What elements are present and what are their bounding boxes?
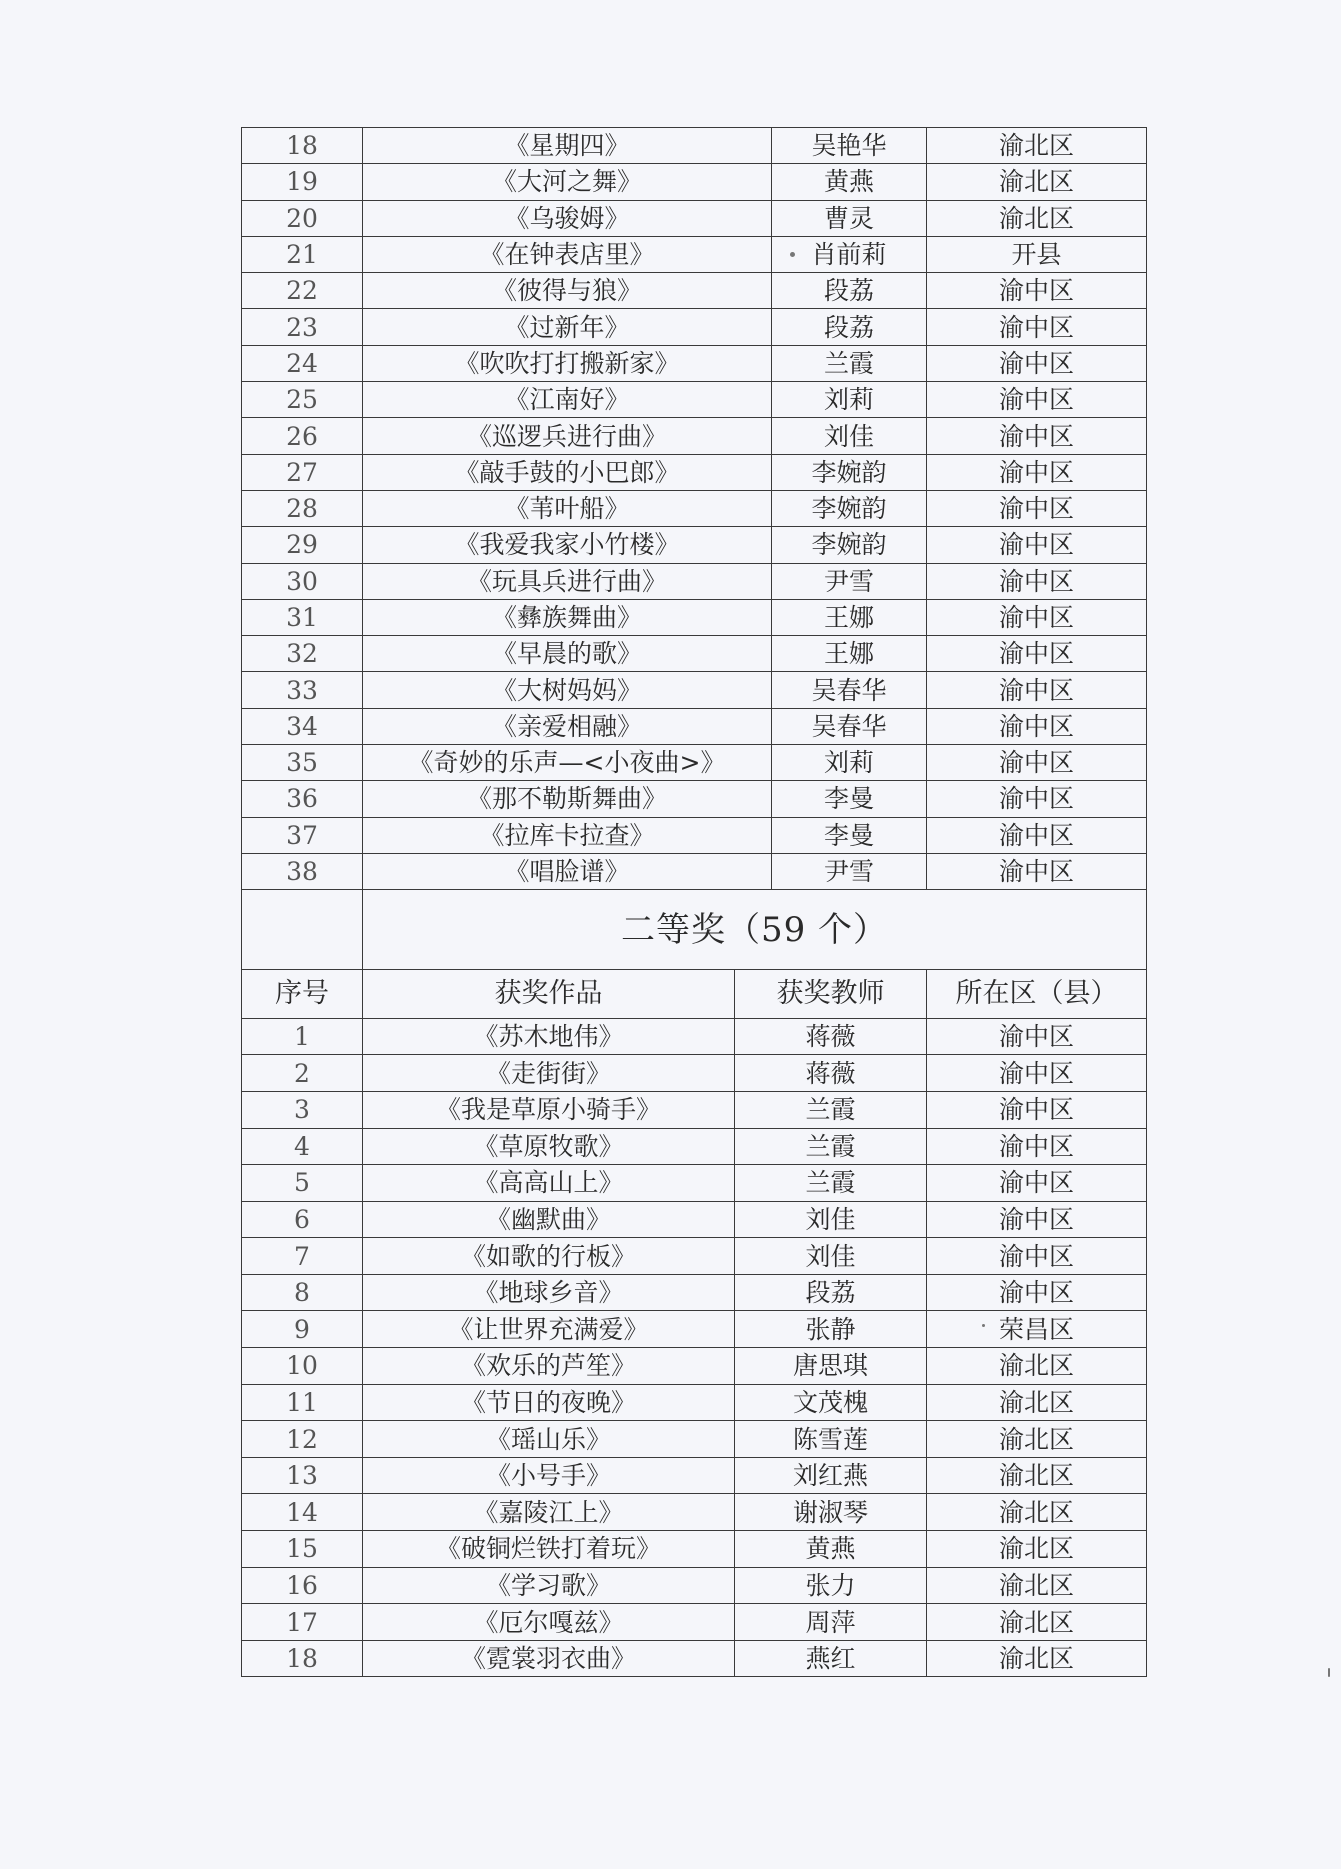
teacher-name: 刘莉 (772, 745, 927, 781)
row-number: 18 (242, 128, 363, 164)
table-row (242, 672, 1147, 708)
teacher-name: 段荔 (772, 273, 927, 309)
table-row (242, 1201, 1147, 1238)
row-number: 1 (242, 1018, 363, 1055)
work-title: 《如歌的行板》 (363, 1238, 735, 1275)
row-number: 13 (242, 1457, 363, 1494)
table-row (242, 708, 1147, 744)
teacher-name: 吴艳华 (772, 128, 927, 164)
table-row (242, 636, 1147, 672)
table-row (242, 1494, 1147, 1531)
work-title: 《吹吹打打搬新家》 (363, 345, 772, 381)
header-no: 序号 (242, 969, 363, 1018)
work-title: 《草原牧歌》 (363, 1128, 735, 1165)
second-prize-table (241, 969, 1147, 1678)
row-number: 8 (242, 1274, 363, 1311)
row-number: 7 (242, 1238, 363, 1275)
table-row (242, 164, 1147, 200)
table-row (242, 309, 1147, 345)
row-number: 20 (242, 200, 363, 236)
district-name: 渝北区 (927, 1604, 1147, 1641)
row-number: 38 (242, 853, 363, 889)
district-name: 荣昌区 (927, 1311, 1147, 1348)
table-row (242, 817, 1147, 853)
second-prize-table-body (242, 1018, 1147, 1677)
row-number: 27 (242, 454, 363, 490)
scan-speck (1328, 1668, 1330, 1677)
table-row (242, 1238, 1147, 1275)
work-title: 《节日的夜晚》 (363, 1384, 735, 1421)
teacher-name: 刘莉 (772, 382, 927, 418)
row-number: 3 (242, 1091, 363, 1128)
row-number: 26 (242, 418, 363, 454)
district-name: 渝中区 (927, 1055, 1147, 1092)
work-title: 《嘉陵江上》 (363, 1494, 735, 1531)
table-row (242, 1311, 1147, 1348)
first-prize-table (241, 127, 1147, 970)
district-name: 渝中区 (927, 1201, 1147, 1238)
district-name: 渝北区 (927, 1531, 1147, 1568)
work-title: 《彼得与狼》 (363, 273, 772, 309)
row-number: 23 (242, 309, 363, 345)
row-number: 5 (242, 1165, 363, 1202)
teacher-name: 黄燕 (772, 164, 927, 200)
table-row (242, 1384, 1147, 1421)
teacher-name: 蒋薇 (735, 1018, 927, 1055)
work-title: 《我是草原小骑手》 (363, 1091, 735, 1128)
table-row (242, 273, 1147, 309)
row-number: 11 (242, 1384, 363, 1421)
work-title: 《彝族舞曲》 (363, 599, 772, 635)
row-number: 32 (242, 636, 363, 672)
title-row-blank-cell (242, 890, 363, 970)
second-prize-title: 二等奖（59 个） (363, 890, 1147, 970)
district-name: 渝中区 (927, 672, 1147, 708)
work-title: 《乌骏姆》 (363, 200, 772, 236)
row-number: 9 (242, 1311, 363, 1348)
district-name: 渝中区 (927, 1274, 1147, 1311)
work-title: 《走街街》 (363, 1055, 735, 1092)
work-title: 《地球乡音》 (363, 1274, 735, 1311)
teacher-name: 李曼 (772, 817, 927, 853)
table-row (242, 527, 1147, 563)
teacher-name: 谢淑琴 (735, 1494, 927, 1531)
district-name: 渝北区 (927, 200, 1147, 236)
header-work: 获奖作品 (363, 969, 735, 1018)
district-name: 渝中区 (927, 1128, 1147, 1165)
table-row (242, 1128, 1147, 1165)
teacher-name: 文茂槐 (735, 1384, 927, 1421)
teacher-name: 王娜 (772, 636, 927, 672)
table-row (242, 1531, 1147, 1568)
row-number: 6 (242, 1201, 363, 1238)
teacher-name: 尹雪 (772, 853, 927, 889)
teacher-name: 吴春华 (772, 672, 927, 708)
row-number: 16 (242, 1567, 363, 1604)
row-number: 21 (242, 236, 363, 272)
work-title: 《奇妙的乐声—<小夜曲>》 (363, 745, 772, 781)
district-name: 渝中区 (927, 1091, 1147, 1128)
table-row (242, 236, 1147, 272)
work-title: 《高高山上》 (363, 1165, 735, 1202)
table-row (242, 1018, 1147, 1055)
row-number: 37 (242, 817, 363, 853)
row-number: 29 (242, 527, 363, 563)
row-number: 30 (242, 563, 363, 599)
table-row (242, 382, 1147, 418)
work-title: 《厄尔嘎兹》 (363, 1604, 735, 1641)
district-name: 渝中区 (927, 708, 1147, 744)
row-number: 12 (242, 1421, 363, 1458)
table-row (242, 781, 1147, 817)
table-row (242, 454, 1147, 490)
teacher-name: 李婉韵 (772, 490, 927, 526)
table-row (242, 200, 1147, 236)
table-row (242, 128, 1147, 164)
row-number: 36 (242, 781, 363, 817)
district-name: 渝中区 (927, 853, 1147, 889)
row-number: 31 (242, 599, 363, 635)
teacher-name: 刘佳 (772, 418, 927, 454)
row-number: 18 (242, 1640, 363, 1677)
work-title: 《唱脸谱》 (363, 853, 772, 889)
table-row (242, 345, 1147, 381)
district-name: 渝中区 (927, 454, 1147, 490)
table-row (242, 563, 1147, 599)
second-prize-header-row (242, 969, 1147, 1018)
row-number: 19 (242, 164, 363, 200)
district-name: 渝中区 (927, 1238, 1147, 1275)
work-title: 《在钟表店里》 (363, 236, 772, 272)
teacher-name: 尹雪 (772, 563, 927, 599)
district-name: 渝北区 (927, 1640, 1147, 1677)
row-number: 24 (242, 345, 363, 381)
row-number: 25 (242, 382, 363, 418)
row-number: 35 (242, 745, 363, 781)
table-row (242, 1348, 1147, 1385)
section-title-row (242, 890, 1147, 970)
district-name: 渝北区 (927, 1348, 1147, 1385)
table-row (242, 1274, 1147, 1311)
teacher-name: 段荔 (735, 1274, 927, 1311)
row-number: 22 (242, 273, 363, 309)
first-prize-table-body (242, 128, 1147, 890)
award-list-page (241, 127, 1146, 1677)
district-name: 渝中区 (927, 745, 1147, 781)
teacher-name: 李曼 (772, 781, 927, 817)
teacher-name: 兰霞 (735, 1091, 927, 1128)
table-row (242, 1567, 1147, 1604)
teacher-name: 刘佳 (735, 1238, 927, 1275)
work-title: 《亲爱相融》 (363, 708, 772, 744)
work-title: 《小号手》 (363, 1457, 735, 1494)
district-name: 渝中区 (927, 418, 1147, 454)
work-title: 《玩具兵进行曲》 (363, 563, 772, 599)
work-title: 《我爱我家小竹楼》 (363, 527, 772, 563)
work-title: 《破铜烂铁打着玩》 (363, 1531, 735, 1568)
teacher-name: 兰霞 (772, 345, 927, 381)
work-title: 《苏木地伟》 (363, 1018, 735, 1055)
row-number: 14 (242, 1494, 363, 1531)
district-name: 渝中区 (927, 1018, 1147, 1055)
work-title: 《早晨的歌》 (363, 636, 772, 672)
work-title: 《大河之舞》 (363, 164, 772, 200)
teacher-name: 蒋薇 (735, 1055, 927, 1092)
row-number: 2 (242, 1055, 363, 1092)
row-number: 28 (242, 490, 363, 526)
work-title: 《星期四》 (363, 128, 772, 164)
work-title: 《江南好》 (363, 382, 772, 418)
table-row (242, 1421, 1147, 1458)
district-name: 渝北区 (927, 1384, 1147, 1421)
district-name: 渝北区 (927, 128, 1147, 164)
district-name: 开县 (927, 236, 1147, 272)
table-row (242, 1604, 1147, 1641)
district-name: 渝中区 (927, 781, 1147, 817)
district-name: 渝北区 (927, 164, 1147, 200)
teacher-name: 兰霞 (735, 1165, 927, 1202)
table-row (242, 853, 1147, 889)
teacher-name: 张力 (735, 1567, 927, 1604)
scan-speck (982, 1324, 985, 1327)
teacher-name: 刘佳 (735, 1201, 927, 1238)
teacher-name: 周萍 (735, 1604, 927, 1641)
work-title: 《霓裳羽衣曲》 (363, 1640, 735, 1677)
table-row (242, 1165, 1147, 1202)
teacher-name: 唐思琪 (735, 1348, 927, 1385)
table-row (242, 490, 1147, 526)
district-name: 渝北区 (927, 1494, 1147, 1531)
teacher-name: 黄燕 (735, 1531, 927, 1568)
work-title: 《过新年》 (363, 309, 772, 345)
work-title: 《那不勒斯舞曲》 (363, 781, 772, 817)
table-row (242, 1457, 1147, 1494)
work-title: 《学习歌》 (363, 1567, 735, 1604)
teacher-name: 王娜 (772, 599, 927, 635)
district-name: 渝中区 (927, 817, 1147, 853)
teacher-name: 陈雪莲 (735, 1421, 927, 1458)
district-name: 渝中区 (927, 345, 1147, 381)
table-row (242, 1055, 1147, 1092)
work-title: 《巡逻兵进行曲》 (363, 418, 772, 454)
teacher-name: 肖前莉 (772, 236, 927, 272)
teacher-name: 李婉韵 (772, 527, 927, 563)
teacher-name: 吴春华 (772, 708, 927, 744)
teacher-name: 段荔 (772, 309, 927, 345)
teacher-name: 曹灵 (772, 200, 927, 236)
work-title: 《让世界充满爱》 (363, 1311, 735, 1348)
work-title: 《敲手鼓的小巴郎》 (363, 454, 772, 490)
district-name: 渝北区 (927, 1567, 1147, 1604)
teacher-name: 刘红燕 (735, 1457, 927, 1494)
teacher-name: 兰霞 (735, 1128, 927, 1165)
row-number: 4 (242, 1128, 363, 1165)
header-district: 所在区（县） (927, 969, 1147, 1018)
district-name: 渝中区 (927, 273, 1147, 309)
scan-speck (790, 252, 795, 257)
teacher-name: 李婉韵 (772, 454, 927, 490)
work-title: 《苇叶船》 (363, 490, 772, 526)
row-number: 10 (242, 1348, 363, 1385)
district-name: 渝中区 (927, 382, 1147, 418)
district-name: 渝北区 (927, 1421, 1147, 1458)
table-row (242, 745, 1147, 781)
district-name: 渝中区 (927, 636, 1147, 672)
work-title: 《拉库卡拉查》 (363, 817, 772, 853)
row-number: 33 (242, 672, 363, 708)
work-title: 《幽默曲》 (363, 1201, 735, 1238)
district-name: 渝北区 (927, 1457, 1147, 1494)
teacher-name: 燕红 (735, 1640, 927, 1677)
district-name: 渝中区 (927, 490, 1147, 526)
work-title: 《大树妈妈》 (363, 672, 772, 708)
table-row (242, 418, 1147, 454)
table-row (242, 1091, 1147, 1128)
district-name: 渝中区 (927, 309, 1147, 345)
district-name: 渝中区 (927, 1165, 1147, 1202)
table-row (242, 599, 1147, 635)
work-title: 《瑶山乐》 (363, 1421, 735, 1458)
header-teacher: 获奖教师 (735, 969, 927, 1018)
teacher-name: 张静 (735, 1311, 927, 1348)
district-name: 渝中区 (927, 527, 1147, 563)
table-row (242, 1640, 1147, 1677)
district-name: 渝中区 (927, 599, 1147, 635)
row-number: 34 (242, 708, 363, 744)
work-title: 《欢乐的芦笙》 (363, 1348, 735, 1385)
row-number: 17 (242, 1604, 363, 1641)
row-number: 15 (242, 1531, 363, 1568)
district-name: 渝中区 (927, 563, 1147, 599)
